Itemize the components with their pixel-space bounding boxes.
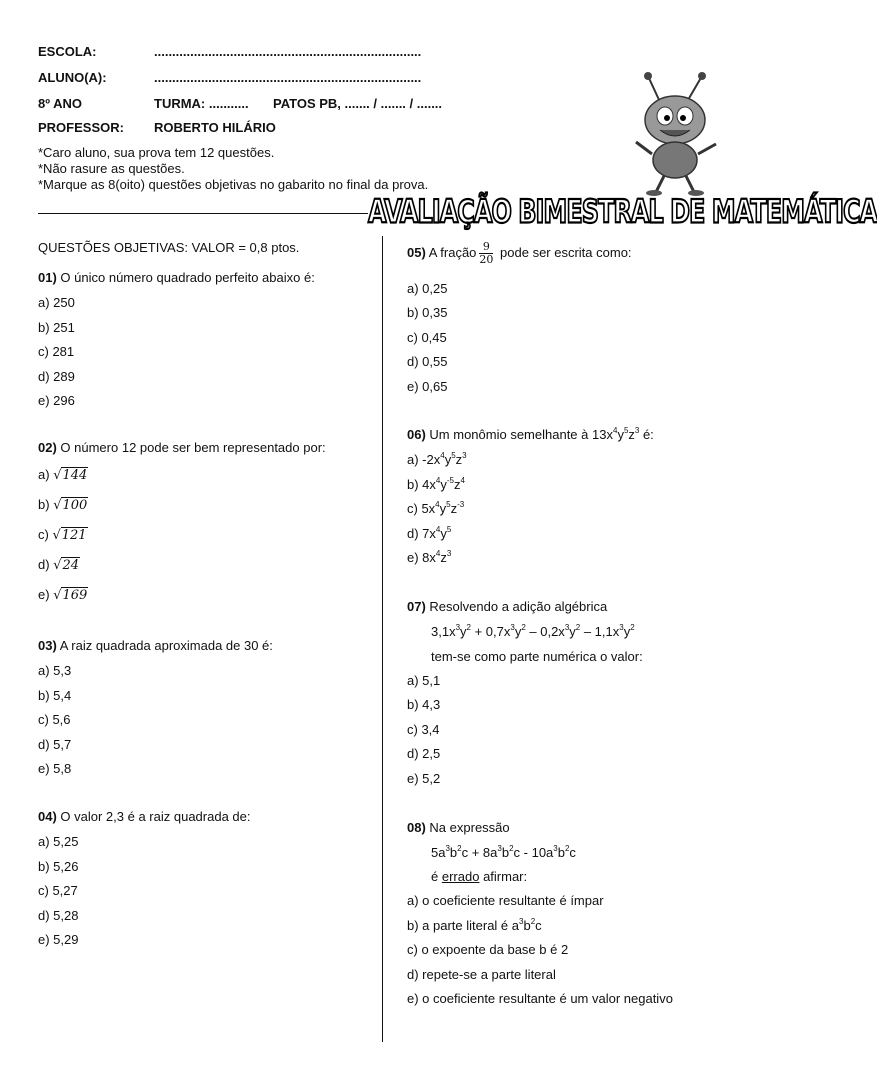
grade-label: 8º ANO: [38, 96, 82, 111]
question-04: 04) O valor 2,3 é a raiz quadrada de:: [38, 809, 251, 824]
q03-option-a[interactable]: a) 5,3: [38, 663, 72, 678]
q02-option-e[interactable]: e) √169: [38, 587, 88, 603]
q08-option-b[interactable]: b) a parte literal é $a^3b^2c$: [407, 917, 542, 933]
q05-option-e[interactable]: e) 0,65: [407, 379, 448, 394]
q04-option-b[interactable]: b) 5,26: [38, 859, 79, 874]
question-03: 03) A raiz quadrada aproximada de 30 é:: [38, 638, 273, 653]
q02-option-a[interactable]: a) √144: [38, 467, 88, 483]
q01-option-e[interactable]: e) 296: [38, 393, 75, 408]
question-07: 07) Resolvendo a adição algébrica: [407, 599, 608, 614]
q06-option-d[interactable]: d) $7x^4y^5$: [407, 525, 452, 541]
q04-option-e[interactable]: e) 5,29: [38, 932, 79, 947]
column-divider: [382, 236, 383, 1042]
student-field[interactable]: ..........................................................................: [154, 70, 422, 85]
q08-expression: $5a^3b^2c + 8a^3b^2c - 10a^3b^2c$: [431, 844, 576, 860]
ant-mascot-illustration: [630, 72, 730, 197]
teacher-label: PROFESSOR:: [38, 120, 124, 135]
q08-option-c[interactable]: c) o expoente da base b é 2: [407, 942, 569, 957]
q04-option-c[interactable]: c) 5,27: [38, 883, 78, 898]
instruction-2: *Não rasure as questões.: [38, 161, 185, 176]
q02-option-b[interactable]: b) √100: [38, 497, 88, 513]
student-label: ALUNO(A):: [38, 70, 107, 85]
q02-option-c[interactable]: c) √121: [38, 527, 87, 543]
q01-option-d[interactable]: d) 289: [38, 369, 75, 384]
q06-option-a[interactable]: a) $-2x^4y^5z^3$: [407, 451, 467, 467]
q03-option-b[interactable]: b) 5,4: [38, 688, 72, 703]
q07-option-e[interactable]: e) 5,2: [407, 771, 441, 786]
q07-option-c[interactable]: c) 3,4: [407, 722, 440, 737]
q04-option-a[interactable]: a) 5,25: [38, 834, 79, 849]
q03-option-c[interactable]: c) 5,6: [38, 712, 71, 727]
place-date: PATOS PB, ....... / ....... / .......: [273, 96, 443, 111]
q07-option-d[interactable]: d) 2,5: [407, 746, 441, 761]
class-field[interactable]: TURMA: ...........: [154, 96, 249, 111]
header-divider: [38, 213, 368, 214]
question-05: 05) A fração $\frac{9}{20}$ pode ser escrita como:: [407, 240, 632, 266]
q07-option-b[interactable]: b) 4,3: [407, 697, 441, 712]
section-title: QUESTÕES OBJETIVAS: VALOR = 0,8 ptos.: [38, 240, 300, 255]
question-02: 02) O número 12 pode ser bem representado por:: [38, 440, 326, 455]
q06-option-c[interactable]: c) $5x^4y^5z^{-3}$: [407, 500, 465, 516]
instruction-1: *Caro aluno, sua prova tem 12 questões.: [38, 145, 275, 160]
q07-expression: $3,1x^3y^2 + 0,7x^3y^2 - 0,2x^3y^2 - 1,1x^3y^2$: [431, 623, 635, 639]
q03-option-d[interactable]: d) 5,7: [38, 737, 72, 752]
q08-option-a[interactable]: a) o coeficiente resultante é ímpar: [407, 893, 604, 908]
q05-option-b[interactable]: b) 0,35: [407, 305, 448, 320]
q08-option-e[interactable]: e) o coeficiente resultante é um valor negativo: [407, 991, 673, 1006]
q05-option-c[interactable]: c) 0,45: [407, 330, 447, 345]
q05-option-a[interactable]: a) 0,25: [407, 281, 448, 296]
q02-option-d[interactable]: d) √24: [38, 557, 80, 573]
q08-option-d[interactable]: d) repete-se a parte literal: [407, 967, 556, 982]
q06-option-b[interactable]: b) $4x^4y^{-5}z^4$: [407, 476, 465, 492]
teacher-name: ROBERTO HILÁRIO: [154, 120, 276, 135]
instruction-3: *Marque as 8(oito) questões objetivas no gabarito no final da prova.: [38, 177, 429, 192]
instructions: [38, 145, 428, 193]
question-01: 01) O único número quadrado perfeito abaixo é:: [38, 270, 315, 285]
exam-title: AVALIAÇÃO BIMESTRAL DE MATEMÁTICA: [368, 193, 877, 231]
question-08: 08) Na expressão: [407, 820, 510, 835]
question-06: 06) Um monômio semelhante à $13x^4y^5z^3$ é:: [407, 426, 654, 442]
q01-option-b[interactable]: b) 251: [38, 320, 75, 335]
q08-line3: é errado afirmar:: [431, 869, 528, 884]
q03-option-e[interactable]: e) 5,8: [38, 761, 72, 776]
school-field[interactable]: ..........................................................................: [154, 44, 422, 59]
school-label: ESCOLA:: [38, 44, 97, 59]
q04-option-d[interactable]: d) 5,28: [38, 908, 79, 923]
q07-option-a[interactable]: a) 5,1: [407, 673, 441, 688]
q06-option-e[interactable]: e) $8x^4z^3$: [407, 549, 452, 565]
q01-option-c[interactable]: c) 281: [38, 344, 75, 359]
fraction: $\frac{9}{20}$: [479, 240, 494, 266]
q05-option-d[interactable]: d) 0,55: [407, 354, 448, 369]
q01-option-a[interactable]: a) 250: [38, 295, 75, 310]
q07-line3: tem-se como parte numérica o valor:: [431, 649, 643, 664]
